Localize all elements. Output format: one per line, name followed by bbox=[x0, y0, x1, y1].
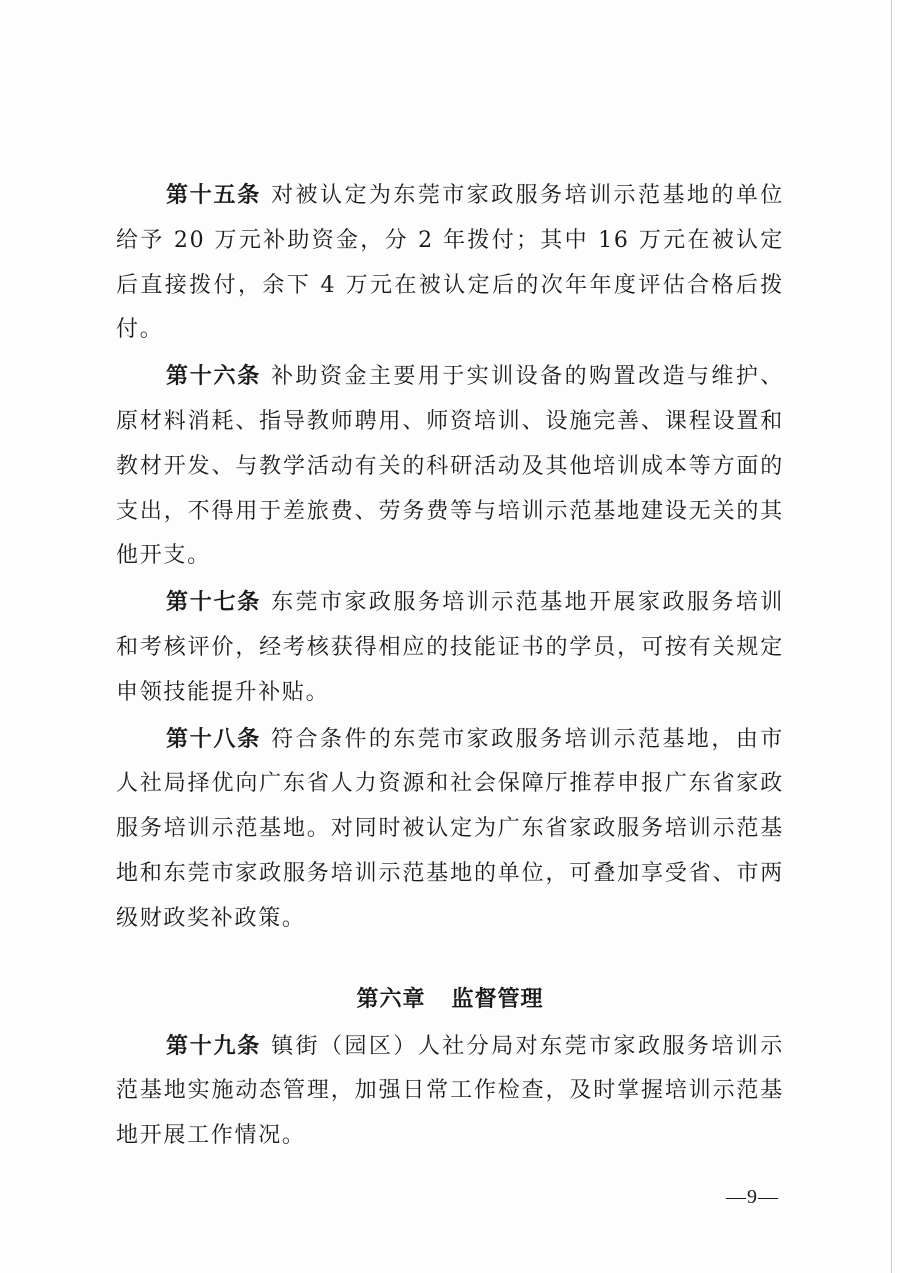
page-number: —9— bbox=[726, 1186, 779, 1208]
article-15 bbox=[116, 174, 784, 353]
document-body bbox=[116, 174, 784, 1161]
chapter-number: 第六章 bbox=[356, 986, 426, 1012]
article-text: 东莞市家政服务培训示范基地开展家政服务培训和考核评价，经考核获得相应的技能证书的学员，可按有关规定申领技能提升补贴。 bbox=[116, 590, 784, 705]
article-17 bbox=[116, 581, 784, 715]
article-number: 第十九条 bbox=[166, 1033, 262, 1059]
article-19 bbox=[116, 1025, 784, 1159]
article-16 bbox=[116, 355, 784, 579]
article-number: 第十五条 bbox=[166, 183, 262, 208]
article-number: 第十八条 bbox=[166, 726, 262, 752]
article-text: 补助资金主要用于实训设备的购置改造与维护、原材料消耗、指导教师聘用、师资培训、设施完善、课程设置和教材开发、与教学活动有关的科研活动及其他培训成本等方面的支出，不得用于差旅费、劳务费等与培训示范基地建设无关的其他开支。 bbox=[116, 364, 784, 569]
article-text: 对被认定为东莞市家政服务培训示范基地的单位给予 20 万元补助资金，分 2 年拨付；其中 16 万元在被认定后直接拨付，余下 4 万元在被认定后的次年年度评估合格后拨付。 bbox=[116, 183, 784, 343]
page-edge-line bbox=[891, 0, 892, 1273]
article-18 bbox=[116, 718, 784, 942]
article-text: 符合条件的东莞市家政服务培训示范基地，由市人社局择优向广东省人力资源和社会保障厅推荐申报广东省家政服务培训示范基地。对同时被认定为广东省家政服务培训示范基地和东莞市家政服务培训示范基地的单位，可叠加享受省、市两级财政奖补政策。 bbox=[116, 726, 784, 931]
chapter-heading bbox=[116, 982, 784, 1013]
chapter-title: 监督管理 bbox=[451, 986, 544, 1012]
article-number: 第十六条 bbox=[166, 364, 262, 390]
article-text: 镇街（园区）人社分局对东莞市家政服务培训示范基地实施动态管理，加强日常工作检查，及时掌握培训示范基地开展工作情况。 bbox=[116, 1033, 784, 1149]
article-number: 第十七条 bbox=[166, 590, 262, 616]
